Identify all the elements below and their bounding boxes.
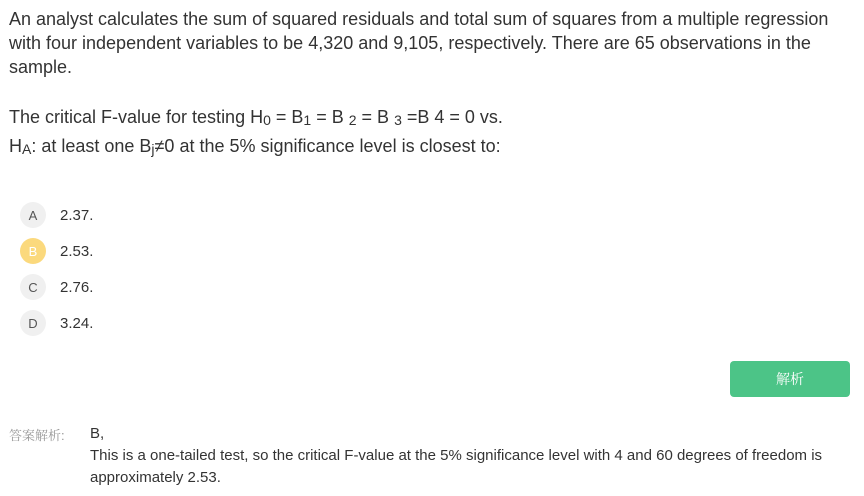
answer-options bbox=[20, 202, 93, 346]
prompt-eq3: = B bbox=[356, 107, 395, 127]
option-letter-badge: B bbox=[20, 238, 46, 264]
option-d[interactable] bbox=[20, 310, 93, 336]
ha-subscript: A bbox=[22, 141, 32, 157]
question-prompt bbox=[9, 103, 849, 161]
option-letter-badge: C bbox=[20, 274, 46, 300]
ha-h: H bbox=[9, 136, 22, 156]
option-text: 2.37. bbox=[60, 206, 94, 224]
option-letter-badge: A bbox=[20, 202, 46, 228]
prompt-suffix: =B 4 = 0 vs. bbox=[401, 107, 503, 127]
question-stem-block bbox=[9, 7, 829, 79]
answer-explanation: This is a one-tailed test, so the critical F-value at the 5% significance level with 4 and 60 degrees of freedom is approximately 2.53. bbox=[90, 447, 823, 486]
b3-subscript: 3 bbox=[394, 112, 402, 128]
ha-suffix: ≠0 at the 5% significance level is closest to: bbox=[154, 136, 501, 156]
question-prompt-line-2 bbox=[9, 132, 849, 161]
prompt-eq2: = B bbox=[311, 107, 349, 127]
option-text: 2.53. bbox=[60, 242, 94, 260]
ha-mid: : at least one B bbox=[31, 136, 152, 156]
answer-analysis-label: 答案解析: bbox=[9, 428, 65, 443]
option-text: 2.76. bbox=[60, 278, 94, 296]
h-subscript: 0 bbox=[263, 112, 271, 128]
prompt-eq1: = B bbox=[270, 107, 304, 127]
option-b[interactable] bbox=[20, 238, 93, 264]
question-stem: An analyst calculates the sum of squared residuals and total sum of squares from a multiple regression with four independent variables to be 4,320 and 9,105, respectively. There are 65 observations in the sample. bbox=[9, 9, 829, 77]
bj-subscript: j bbox=[151, 141, 155, 157]
answer-choice: B, bbox=[90, 425, 105, 442]
b1-subscript: 1 bbox=[303, 112, 312, 128]
option-c[interactable] bbox=[20, 274, 93, 300]
option-a[interactable] bbox=[20, 202, 93, 228]
prompt-prefix: The critical F-value for testing H bbox=[9, 107, 264, 127]
answer-analysis-body bbox=[90, 423, 850, 489]
b2-subscript: 2 bbox=[348, 112, 357, 128]
option-letter-badge: D bbox=[20, 310, 46, 336]
question-prompt-line-1 bbox=[9, 103, 849, 132]
analysis-button[interactable]: 解析 bbox=[730, 361, 850, 397]
option-text: 3.24. bbox=[60, 314, 94, 332]
